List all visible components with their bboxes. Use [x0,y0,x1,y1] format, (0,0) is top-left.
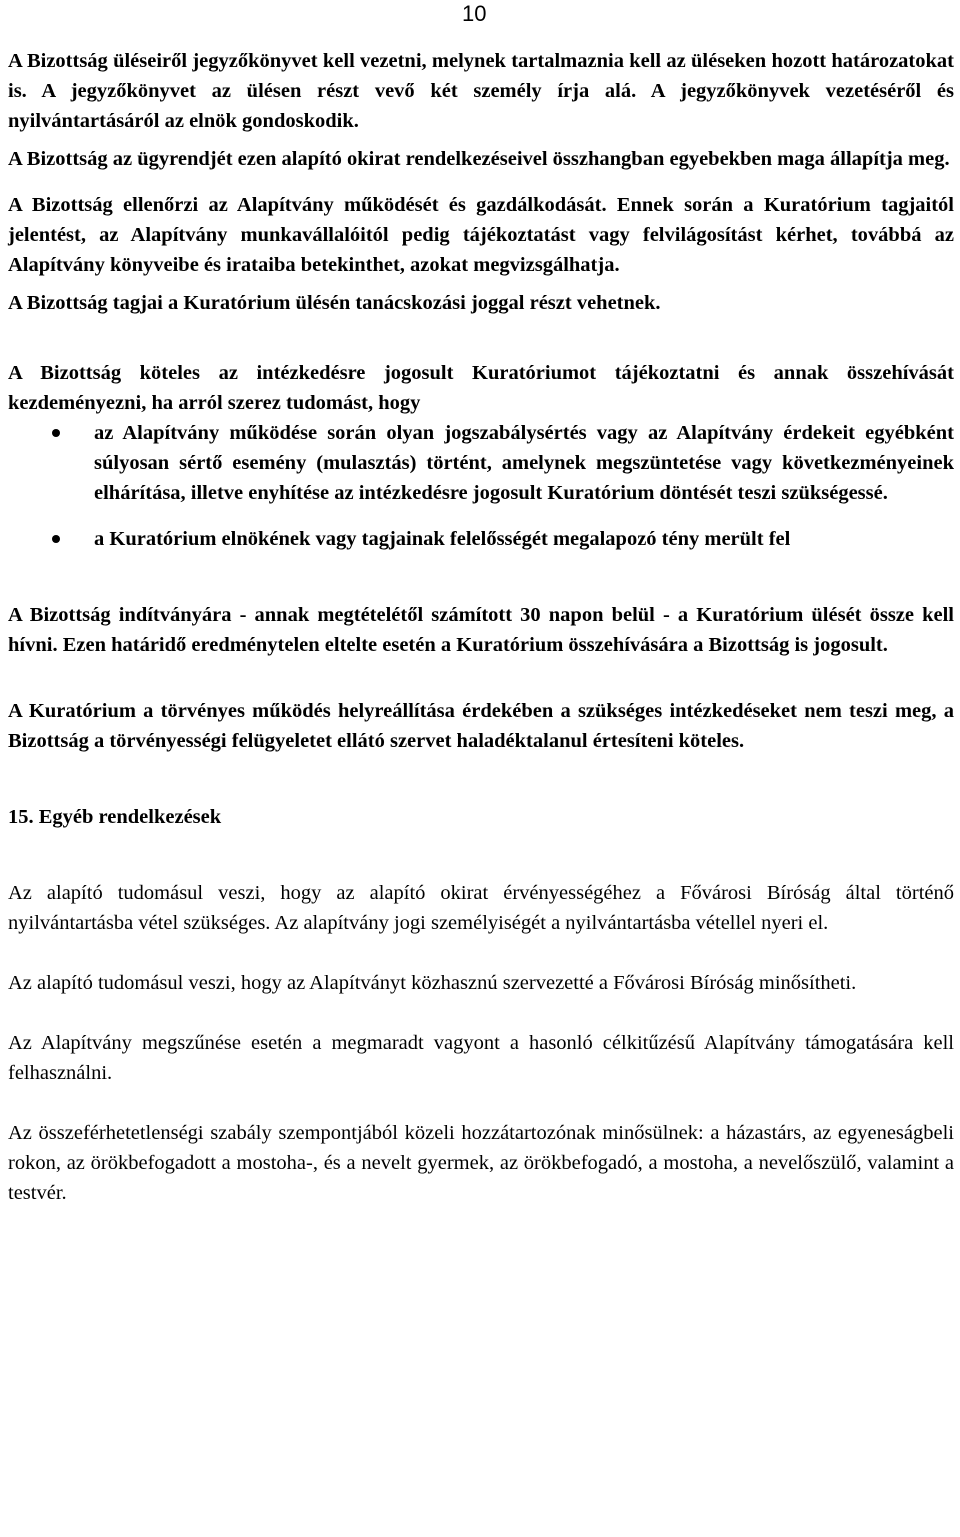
paragraph-supervision: A Bizottság ellenőrzi az Alapítvány működését és gazdálkodását. Ennek során a Kuratórium tagjaitól jelentést, az Alapítvány munkavállalóitól pedig tájékoztatást vagy felvilágosítást kérhet, továbbá az Alapítvány könyveibe és irataiba betekinthet, azokat megvizsgálhatja. [8,194,954,276]
document-body [8,46,954,1208]
list-item [8,418,954,508]
page-number: 10 [462,1,487,26]
paragraph-registration: Az alapító tudomásul veszi, hogy az alapító okirat érvényességéhez a Fővárosi Bíróság által történő nyilvántartásba vétel szükséges. Az alapítvány jogi személyiségét a nyilvántartásba vétellel nyeri el. [8,882,954,934]
paragraph-notification-duty: A Bizottság köteles az intézkedésre jogosult Kuratóriumot tájékoztatni és annak összehívását kezdeményezni, ha arról szerez tudomást, hogy [8,362,954,414]
bullet-icon [52,535,60,543]
paragraph-legality: A Kuratórium a törvényes működés helyreállítása érdekében a szükséges intézkedéseket nem teszi meg, a Bizottság a törvényességi felügyeletet ellátó szervet haladéktalanul értesíteni köteles. [8,700,954,752]
bullet-icon [52,429,60,437]
section-heading: 15. Egyéb rendelkezések [8,806,222,828]
paragraph-public-benefit: Az alapító tudomásul veszi, hogy az Alapítványt közhasznú szervezetté a Fővárosi Bíróság minősítheti. [8,972,857,994]
condition-list [8,418,954,554]
paragraph-minutes: A Bizottság üléseiről jegyzőkönyvet kell vezetni, melynek tartalmaznia kell az üléseken hozott határozatokat is. A jegyzőkönyvet az ülésen részt vevő két személy írja alá. A jegyzőkönyvek vezetéséről és nyilvántartásáról az elnök gondoskodik. [8,50,954,132]
paragraph-dissolution: Az Alapítvány megszűnése esetén a megmaradt vagyont a hasonló célkitűzésű Alapítvány támogatására kell felhasználni. [8,1032,954,1084]
list-item [8,524,954,554]
paragraph-rules-of-procedure: A Bizottság az ügyrendjét ezen alapító okirat rendelkezéseivel összhangban egyebekben maga állapítja meg. [8,148,950,170]
list-item-text: az Alapítvány működése során olyan jogszabálysértés vagy az Alapítvány érdekeit egyébként súlyosan sértő esemény (mulasztás) történt, amelynek megszüntetése vagy következményeinek elhárítása, illetve enyhítése az intézkedésre jogosult Kuratórium döntését teszi szükségessé. [94,422,954,504]
list-item-text: a Kuratórium elnökének vagy tagjainak felelősségét megalapozó tény merült fel [94,528,791,550]
paragraph-conflict-of-interest: Az összeférhetetlenségi szabály szempontjából közeli hozzátartozónak minősülnek: a házastárs, az egyeneságbeli rokon, az örökbefogadott a mostoha-, és a nevelt gyermek, az örökbefogadó, a mostoha, a nevelőszülő, valamint a testvér. [8,1122,954,1204]
paragraph-advisory-right: A Bizottság tagjai a Kuratórium ülésén tanácskozási joggal részt vehetnek. [8,292,661,314]
paragraph-convening: A Bizottság indítványára - annak megtételétől számított 30 napon belül - a Kuratórium ülését össze kell hívni. Ezen határidő eredménytelen eltelte esetén a Kuratórium összehívására a Bizottság is jogosult. [8,604,954,656]
